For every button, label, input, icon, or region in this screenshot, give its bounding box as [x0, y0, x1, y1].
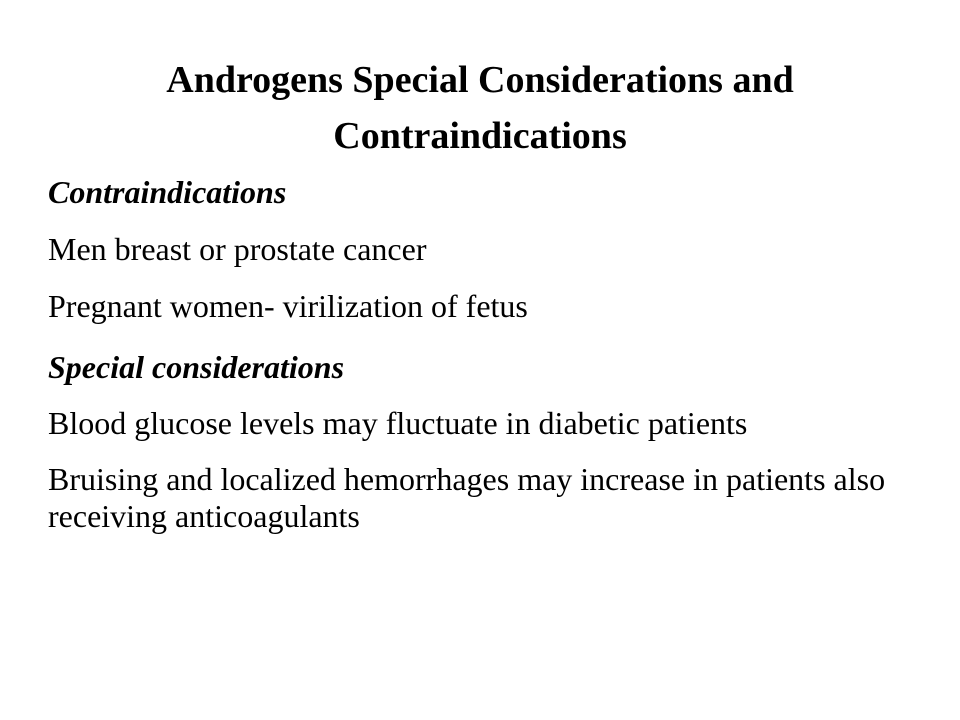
special-consideration-item: Bruising and localized hemorrhages may increase in patients also receiving anticoagulants [48, 461, 886, 534]
contraindications-section [48, 174, 928, 325]
slide-body [48, 174, 928, 535]
section-spacer [48, 325, 928, 349]
contraindication-item: Men breast or prostate cancer [48, 231, 427, 267]
slide-title: Androgens Special Considerations and Contraindications [166, 59, 794, 157]
special-consideration-item: Blood glucose levels may fluctuate in diabetic patients [48, 405, 748, 441]
special-considerations-heading: Special considerations [48, 349, 345, 385]
contraindications-heading: Contraindications [48, 174, 287, 210]
contraindication-item: Pregnant women- virilization of fetus [48, 288, 528, 324]
special-considerations-section [48, 349, 928, 535]
